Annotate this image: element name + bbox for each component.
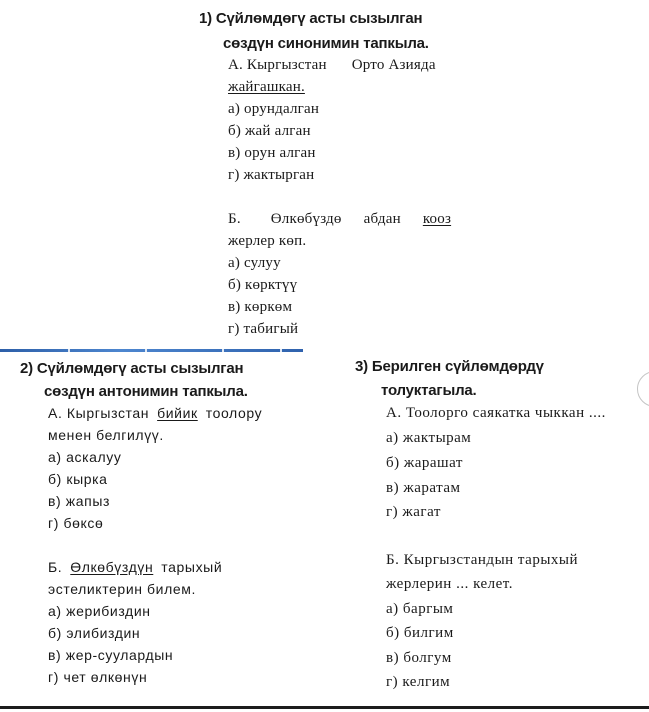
section2-qA-line2: менен белгилүү. [48, 427, 164, 443]
section1-qB-line2: жерлер көп. [228, 233, 307, 249]
section2-qB-option-b: б) элибиздин [48, 625, 141, 641]
section1-qA-underlined-word: жайгашкан. [228, 79, 305, 95]
edge-circle [637, 371, 649, 407]
section3-qA-option-a: а) жактырам [386, 430, 472, 446]
blue-divider [0, 349, 303, 352]
section3-qA-option-d: г) жагат [386, 504, 441, 520]
section2-qA-option-a: а) аскалуу [48, 449, 122, 465]
section2-qB-text-a: Б. [48, 559, 63, 575]
section2-qB-line1 [48, 559, 222, 575]
section1-qA-option-c: в) орун алган [228, 145, 316, 161]
section1-qB-option-c: в) көркөм [228, 299, 293, 315]
bottom-divider [0, 706, 649, 709]
section2-qA-line1 [48, 405, 262, 421]
section1-qA-option-b: б) жай алган [228, 123, 311, 139]
section1-qB-text-c: абдан [363, 211, 401, 227]
section1-qA-line1 [228, 57, 436, 74]
section1-qA-text-b: Орто Азияда [351, 57, 436, 73]
section2-qB-option-d: г) чет өлкөнүн [48, 669, 148, 685]
section1-qB-option-b: б) көрктүү [228, 277, 298, 293]
section2-qB-line2: эстеликтерин билем. [48, 581, 196, 597]
section2-qA-option-b: б) кырка [48, 471, 108, 487]
section1-title-line2: сөздүн синонимин тапкыла. [223, 35, 429, 52]
section3-title-line2: толуктагыла. [381, 382, 477, 399]
section2-title-line2: сөздүн антонимин тапкыла. [44, 383, 248, 400]
section2-qA-underlined-word: бийик [157, 405, 198, 421]
section2-title-line1: 2) Сүйлөмдөгү асты сызылган [20, 360, 244, 377]
section3-qA-line1: А. Тоолорго саякатка чыккан .... [386, 405, 606, 421]
section1-title-line1: 1) Сүйлөмдөгү асты сызылган [199, 10, 423, 27]
section3-qB-line1: Б. Кыргызстандын тарыхый [386, 552, 578, 568]
section2-qA-text-a: А. Кыргызстан [48, 405, 150, 421]
section3-qA-option-c: в) жаратам [386, 480, 461, 496]
section1-qB-underlined-word: кооз [422, 211, 452, 227]
section2-qB-option-a: а) жерибиздин [48, 603, 151, 619]
section1-qB-option-a: а) сулуу [228, 255, 281, 271]
section1-qA-option-a: а) орундалган [228, 101, 320, 117]
section3-qA-option-b: б) жарашат [386, 455, 463, 471]
section1-qB-text-a: Б. [228, 211, 241, 227]
section1-qA-text-a: А. Кыргызстан [228, 57, 327, 73]
section3-qB-option-d: г) келгим [386, 674, 451, 690]
section1-qA-option-d: г) жактырган [228, 167, 315, 183]
section1-qB-option-d: г) табигый [228, 321, 299, 337]
section2-qB-underlined-word: Өлкөбүздүн [70, 559, 154, 575]
section2-qA-option-d: г) бөксө [48, 515, 104, 531]
section3-qB-option-c: в) болгум [386, 650, 452, 666]
section1-qB-line1 [228, 211, 451, 228]
section1-qB-text-b: Өлкөбүздө [270, 211, 342, 227]
section2-qA-text-b: тоолору [205, 405, 263, 421]
section2-qB-text-b: тарыхый [161, 559, 223, 575]
section3-qB-option-b: б) билгим [386, 625, 454, 641]
section3-qB-option-a: а) баргым [386, 601, 454, 617]
section3-title-line1: 3) Берилген сүйлөмдөрдү [355, 358, 544, 375]
section3-qB-line2: жерлерин ... келет. [386, 576, 513, 592]
section2-qB-option-c: в) жер-суулардын [48, 647, 174, 663]
section2-qA-option-c: в) жапыз [48, 493, 111, 509]
